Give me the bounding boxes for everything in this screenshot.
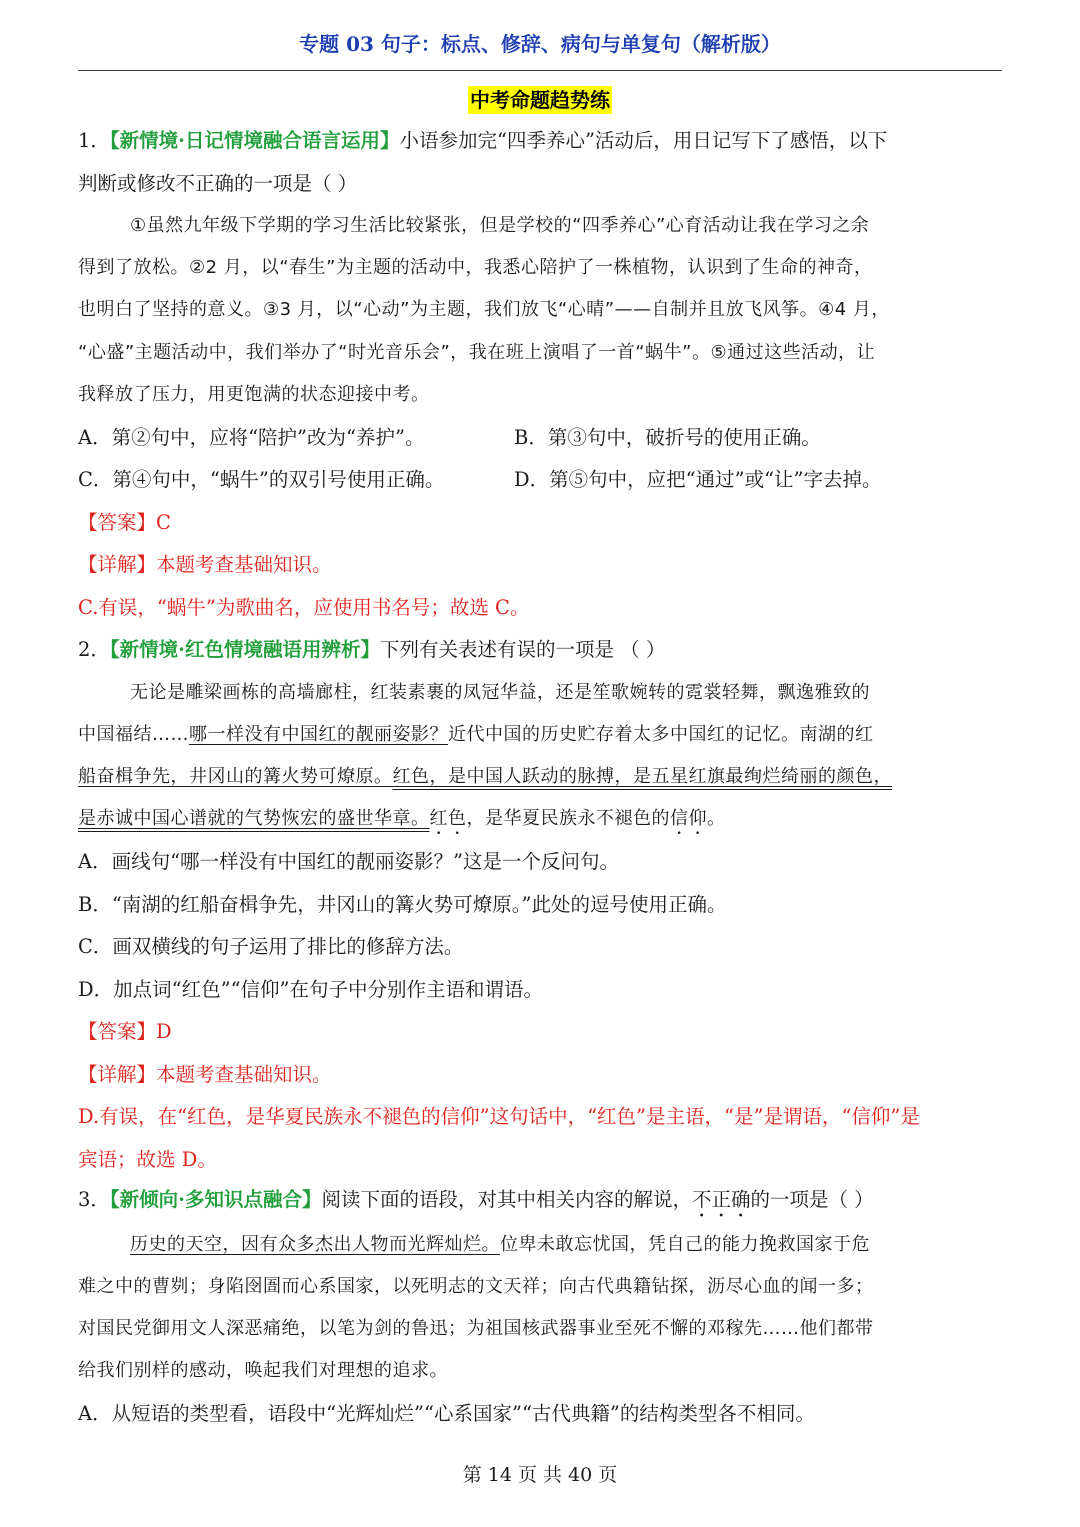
q1-detail-label: 【详解】 <box>78 553 157 576</box>
q2-detail <box>78 1061 1008 1089</box>
q3-stem-a: 阅读下面的语段，对其中相关内容的解说， <box>321 1188 692 1211</box>
section-title-highlight: 中考命题趋势练 <box>470 88 610 112</box>
q2-explanation-line2: 宾语；故选 D。 <box>78 1148 217 1171</box>
q1-options-row1 <box>78 424 1008 452</box>
q2-dotted-word-2: 信仰 <box>670 808 707 829</box>
q1-answer-value: C <box>156 511 171 534</box>
q1-passage-line2: 得到了放松。②2 月，以“春生”为主题的活动中，我悉心陪护了一株植物，认识到了生命的神奇， <box>78 257 873 278</box>
q2-passage-line4 <box>78 805 1008 839</box>
q2-answer-label: 【答案】 <box>78 1020 157 1043</box>
q3-stem <box>78 1186 1008 1222</box>
q2-double-underline-part2: 是赤诚中国心谱就的气势恢宏的盛世华章。 <box>78 808 430 829</box>
q2-answer <box>78 1018 1008 1046</box>
q2-passage-line2 <box>78 721 1008 749</box>
q2-stem-text: 下列有关表述有误的一项是 （ ） <box>379 638 666 661</box>
q1-option-c: C．第④句中，“蜗牛”的双引号使用正确。 <box>78 468 445 491</box>
q2-option-d: D．加点词“红色”“信仰”在句子中分别作主语和谓语。 <box>78 978 544 1001</box>
q3-passage-line4: 给我们别样的感动，唤起我们对理想的追求。 <box>78 1360 448 1381</box>
q1-answer <box>78 509 1008 537</box>
q1-option-b: B．第③句中，破折号的使用正确。 <box>514 426 821 449</box>
q3-underlined-sentence: 历史的天空，因有众多杰出人物而光辉灿烂。 <box>130 1234 500 1255</box>
q1-explanation: C.有误，“蜗牛”为歌曲名，应使用书名号；故选 C。 <box>78 596 530 619</box>
q3-tag: 【新倾向·多知识点融合】 <box>109 1188 322 1211</box>
q1-stem-line1 <box>78 127 1008 155</box>
q1-tag: 【新情境·日记情境融合语言运用】 <box>109 129 400 152</box>
q3-p1-b: 位卑未敢忘忧国，凭自己的能力挽救国家于危 <box>500 1234 870 1255</box>
page-header-title: 专题 03 句子：标点、修辞、病句与单复句（解析版） <box>299 32 781 56</box>
q3-number: 3． <box>78 1188 110 1211</box>
q1-stem-a: 小语参加完“四季养心”活动后，用日记写下了感悟，以下 <box>399 129 888 152</box>
q2-answer-value: D <box>156 1020 172 1043</box>
q1-passage-line3: 也明白了坚持的意义。③3 月，以“心动”为主题，我们放飞“心晴”——自制并且放飞风筝。④4 月， <box>78 299 890 320</box>
q2-option-b: B．“南湖的红船奋楫争先，井冈山的篝火势可燎原。”此处的逗号使用正确。 <box>78 893 727 916</box>
q2-option-a: A．画线句“哪一样没有中国红的靓丽姿影？”这是一个反问句。 <box>78 850 620 873</box>
q1-answer-label: 【答案】 <box>78 511 157 534</box>
q1-option-a: A．第②句中，应将“陪护”改为“养护”。 <box>78 426 425 449</box>
q2-underlined-part2: 船奋楫争先，井冈山的篝火势可燎原。 <box>78 766 393 787</box>
q2-passage-line1: 无论是雕梁画栋的高墙廊柱，红装素裹的凤冠华益，还是笙歌婉转的霓裳轻舞，飘逸雅致的 <box>130 682 870 703</box>
q2-tag: 【新情境·红色情境融语用辨析】 <box>109 638 380 661</box>
q1-detail-text: 本题考查基础知识。 <box>156 553 332 576</box>
page-footer-number: 第 14 页 共 40 页 <box>462 1464 618 1486</box>
q2-underlined-sentence: 哪一样没有中国红的靓丽姿影？ <box>189 724 448 745</box>
q1-passage-line1: ①虽然九年级下学期的学习生活比较紧张，但是学校的“四季养心”心育活动让我在学习之余 <box>130 215 870 236</box>
q3-passage-line1 <box>130 1231 1010 1259</box>
section-title <box>0 84 1080 113</box>
q2-detail-label: 【详解】 <box>78 1063 157 1086</box>
q1-stem-line2: 判断或修改不正确的一项是（ ） <box>78 172 358 195</box>
q1-passage-line5: 我释放了压力，用更饱满的状态迎接中考。 <box>78 384 430 405</box>
q2-explanation-line1: D.有误，在“红色，是华夏民族永不褪色的信仰”这句话中，“红色”是主语，“是”是谓语，“信仰”是 <box>78 1105 920 1128</box>
q2-dotted-word-1: 红色 <box>429 808 467 829</box>
q1-passage-line4: “心盛”主题活动中，我们举办了“时光音乐会”，我在班上演唱了一首“蜗牛”。⑤通过这些活动，让 <box>78 342 876 363</box>
q2-passage-line3 <box>78 763 1008 791</box>
q2-detail-text: 本题考查基础知识。 <box>156 1063 332 1086</box>
q2-stem <box>78 636 1008 664</box>
q2-p2-b: 近代中国的历史贮存着太多中国红的记忆。南湖的红 <box>448 724 874 745</box>
q2-p4-mid: ，是华夏民族永不褪色的 <box>466 808 670 829</box>
q2-option-c: C．画双横线的句子运用了排比的修辞方法。 <box>78 935 464 958</box>
q2-double-underline-part1: 红色，是中国人跃动的脉搏，是五星红旗最绚烂绮丽的颜色， <box>392 766 892 787</box>
q3-stem-b: 的一项是（ ） <box>750 1188 874 1211</box>
q1-option-d: D．第⑤句中，应把“通过”或“让”字去掉。 <box>514 468 882 491</box>
header-divider <box>78 70 1002 71</box>
q3-passage-line3: 对国民党御用文人深恶痛绝，以笔为剑的鲁迅；为祖国核武器事业至死不懈的邓稼先……他们都带 <box>78 1318 874 1339</box>
q3-dotted-word: 不正确 <box>691 1188 751 1211</box>
q2-p4-end: 。 <box>707 808 726 829</box>
q2-number: 2． <box>78 638 110 661</box>
q1-detail <box>78 551 1008 579</box>
q2-p2-a: 中国福结…… <box>78 724 189 745</box>
q1-options-row2 <box>78 466 1008 494</box>
q1-number: 1． <box>78 129 110 152</box>
q3-passage-line2: 难之中的曹刿；身陷囹圄而心系国家，以死明志的文天祥；向古代典籍钻探，沥尽心血的闻一多； <box>78 1276 874 1297</box>
q3-option-a: A．从短语的类型看，语段中“光辉灿烂”“心系国家”“古代典籍”的结构类型各不相同。 <box>78 1402 815 1425</box>
